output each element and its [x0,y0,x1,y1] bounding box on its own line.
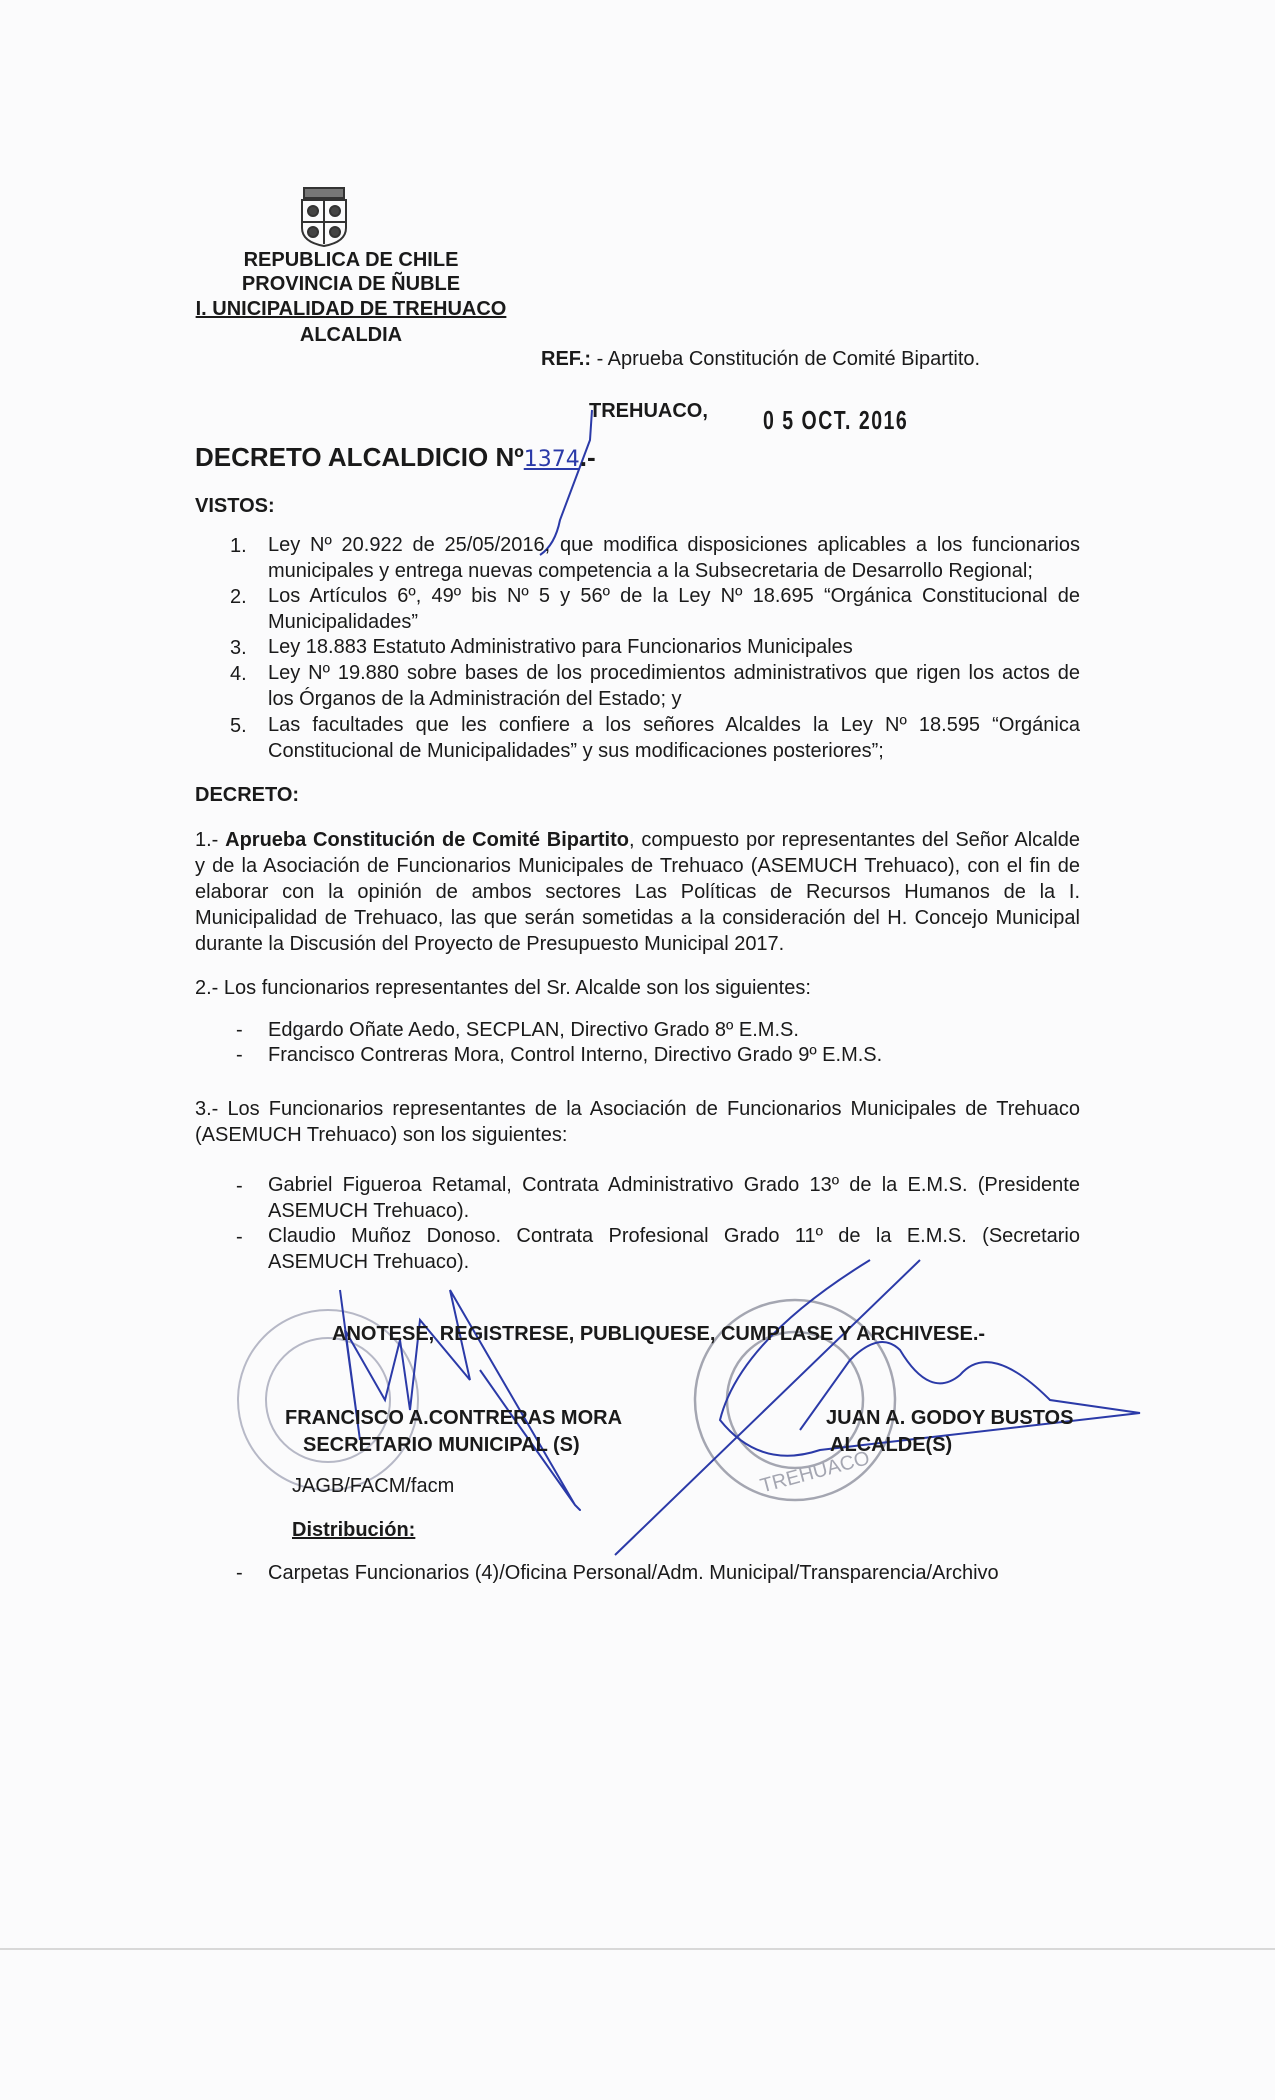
signatory-left-title: SECRETARIO MUNICIPAL (S) [303,1434,580,1456]
bullet-dash: - [236,1019,243,1041]
decree-suffix: .- [579,442,596,472]
decree-number: 1374 [523,447,580,472]
representative-item: Francisco Contreras Mora, Control Interno, Directivo Grado 9º E.M.S. [268,1044,883,1066]
decreto-heading: DECRETO: [195,784,300,806]
vistos-item: Ley 18.883 Estatuto Administrativo para Funcionarios Municipales [268,636,853,658]
vistos-num: 4. [230,663,247,685]
article-1-number: 1.- [195,829,219,851]
article-1-text: , compuesto por representantes del Señor Alcalde y de la Asociación de Funcionarios Municipales de Trehuaco (ASEMUCH Trehuaco), con el fin de elaborar con la opinión de ambos sectores Las Políticas de Recursos Humanos de la I. Municipalidad de Trehuaco, las que serán sometidas a la consideración del H. Concejo Municipal durante la Discusión del Proyecto de Presupuesto Municipal 2017. [195,829,1080,955]
article-3: 3.- Los Funcionarios representantes de la Asociación de Funcionarios Municipales de Trehuaco (ASEMUCH Trehuaco) son los siguientes: [195,1098,1080,1146]
distribution-heading: Distribución: [292,1519,416,1541]
article-2: 2.- Los funcionarios representantes del Sr. Alcalde son los siguientes: [195,977,811,999]
signatory-right-name: JUAN A. GODOY BUSTOS [826,1407,1074,1429]
vistos-num: 2. [230,586,247,608]
bullet-dash: - [236,1044,243,1066]
vistos-item: Los Artículos 6º, 49º bis Nº 5 y 56º de la Ley Nº 18.695 “Orgánica Constitucional de Municipalidades” [268,585,1080,633]
article-1-bold: Aprueba Constitución de Comité Bipartito [225,829,629,851]
signatory-right-title: ALCALDE(S) [830,1434,953,1456]
vistos-num: 5. [230,715,247,737]
decree-title-text: DECRETO ALCALDICIO Nº [195,442,524,472]
article-1 [195,827,1080,957]
vistos-num: 3. [230,637,247,659]
vistos-item: Ley Nº 20.922 de 25/05/2016, que modifica disposiciones aplicables a los funcionarios municipales y entrega nuevas competencia a la Subsecretaria de Desarrollo Regional; [268,534,1080,582]
municipal-coat-of-arms-icon [302,188,346,246]
header-alcaldia: ALCALDIA [299,324,403,346]
date-stamp: 0 5 OCT. 2016 [763,405,909,435]
representative-item: Gabriel Figueroa Retamal, Contrata Administrativo Grado 13º de la E.M.S. (Presidente ASEMUCH Trehuaco). [268,1174,1080,1222]
representative-item: Edgardo Oñate Aedo, SECPLAN, Directivo Grado 8º E.M.S. [268,1019,799,1041]
initials: JAGB/FACM/facm [292,1475,455,1497]
decree-title [195,441,596,476]
ref-text: - Aprueba Constitución de Comité Bipartito. [596,348,981,370]
vistos-num: 1. [230,535,247,557]
closing-formula: ANOTESE, REGISTRESE, PUBLIQUESE, CUMPLASE Y ARCHIVESE.- [332,1323,986,1345]
place: TREHUACO, [589,400,708,422]
header-republic: REPUBLICA DE CHILE [243,249,459,271]
svg-text:TREHUACO: TREHUACO [757,1447,873,1498]
header-province: PROVINCIA DE ÑUBLE [241,273,461,295]
bullet-dash: - [236,1175,243,1197]
ref-label: REF.: [541,348,591,370]
vistos-item: Las facultades que les confiere a los señores Alcaldes la Ley Nº 18.595 “Orgánica Constitucional de Municipalidades” y sus modificaciones posteriores”; [268,714,1080,762]
page-edge [0,1948,1275,1950]
reference [541,347,980,371]
header-municipality: I. UNICIPALIDAD DE TREHUACO [195,298,507,320]
vistos-heading: VISTOS: [195,495,275,517]
distribution-item: Carpetas Funcionarios (4)/Oficina Personal/Adm. Municipal/Transparencia/Archivo [268,1562,999,1584]
bullet-dash: - [236,1562,243,1584]
signatory-left-name: FRANCISCO A.CONTRERAS MORA [285,1407,623,1429]
vistos-item: Ley Nº 19.880 sobre bases de los procedimientos administrativos que rigen los actos de los Órganos de la Administración del Estado; y [268,662,1080,710]
representative-item: Claudio Muñoz Donoso. Contrata Profesional Grado 11º de la E.M.S. (Secretario ASEMUCH Trehuaco). [268,1225,1080,1273]
bullet-dash: - [236,1226,243,1248]
